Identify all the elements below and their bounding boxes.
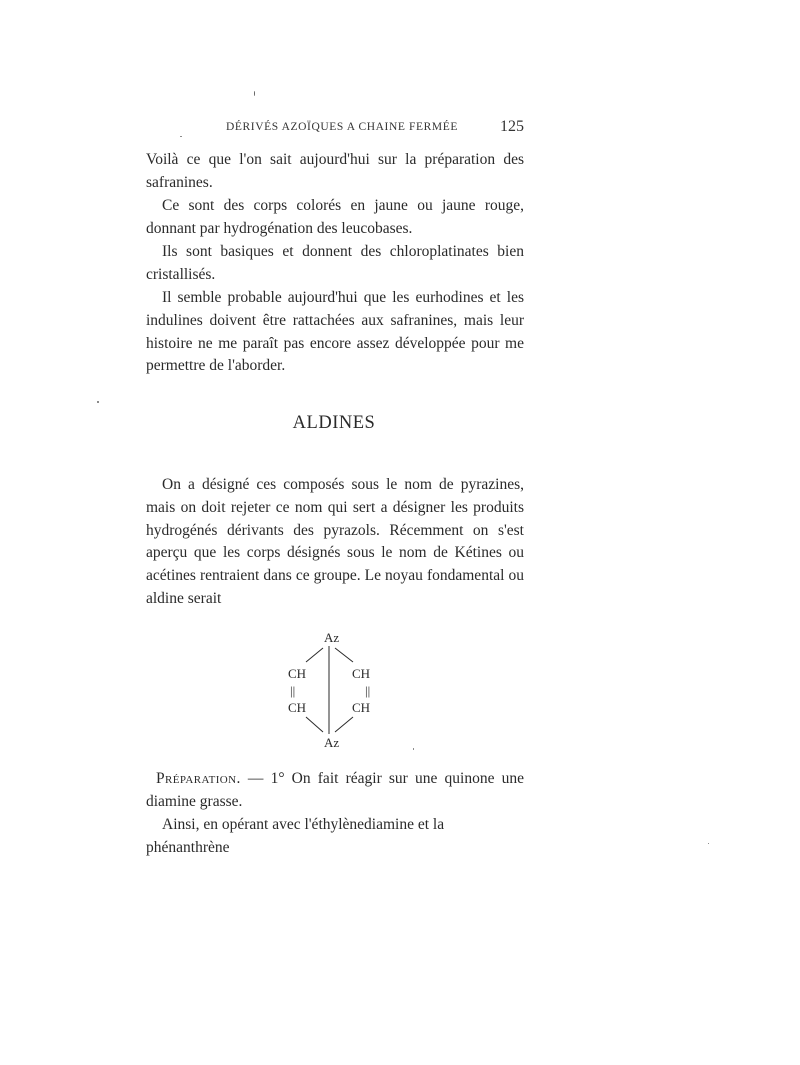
paragraph-eurhodines: Il semble probable aujourd'hui que les eurhodines et les indulines doivent être rattachées aux safranines, mais leur histoire ne me paraît pas encore assez développée pour me permettre de l'aborder. [146,289,524,375]
formula-bond-bottom-right [335,717,353,732]
section-heading: ALDINES [292,413,376,433]
page-number: 125 [500,118,524,135]
preparation-label: Préparation. [156,770,241,787]
scan-speck [254,91,255,96]
paragraph-safranines-preparation: Voilà ce que l'on sait aujourd'hui sur la préparation des safranines. [146,151,524,191]
formula-right-upper: CH [352,666,371,681]
paragraph-chloroplatinates: Ils sont basiques et donnent des chloroplatinates bien cristallisés. [146,243,524,283]
running-head: DÉRIVÉS AZOÏQUES A CHAINE FERMÉE [226,121,458,133]
formula-left-double-bond: || [290,683,296,698]
aldine-structural-formula [276,626,386,756]
formula-bottom-atom: Az [324,735,340,750]
preparation-text: — 1° On fait réagir sur une quinone une diamine grasse. [146,770,524,810]
scan-speck [97,401,99,403]
formula-bond-top-left [306,648,323,662]
paragraph-phenanthrene: Ainsi, en opérant avec l'éthylènediamine et la phénanthrène [146,816,445,856]
formula-left-upper: CH [288,666,307,681]
paragraph-preparation [146,768,524,814]
formula-left-lower: CH [288,700,307,715]
scan-speck [708,843,709,844]
formula-diagram [276,626,386,756]
formula-bonds [306,646,353,734]
scan-speck [413,748,414,750]
formula-top-atom: Az [324,630,340,645]
formula-right-lower: CH [352,700,371,715]
formula-bond-top-right [335,648,353,662]
paragraph-colored-bodies: Ce sont des corps colorés en jaune ou jaune rouge, donnant par hydrogénation des leucobases. [146,197,524,237]
formula-bond-bottom-left [306,717,323,732]
scan-speck [180,136,182,137]
paragraph-aldines-intro: On a désigné ces composés sous le nom de pyrazines, mais on doit rejeter ce nom qui sert a désigner les produits hydrogénés dérivants des pyrazols. Récemment on s'est aperçu que les corps désignés sous le nom de Kétines ou acétines rentraient dans ce groupe. Le noyau fondamental ou aldine serait [146,476,524,607]
formula-right-double-bond: || [365,683,371,698]
